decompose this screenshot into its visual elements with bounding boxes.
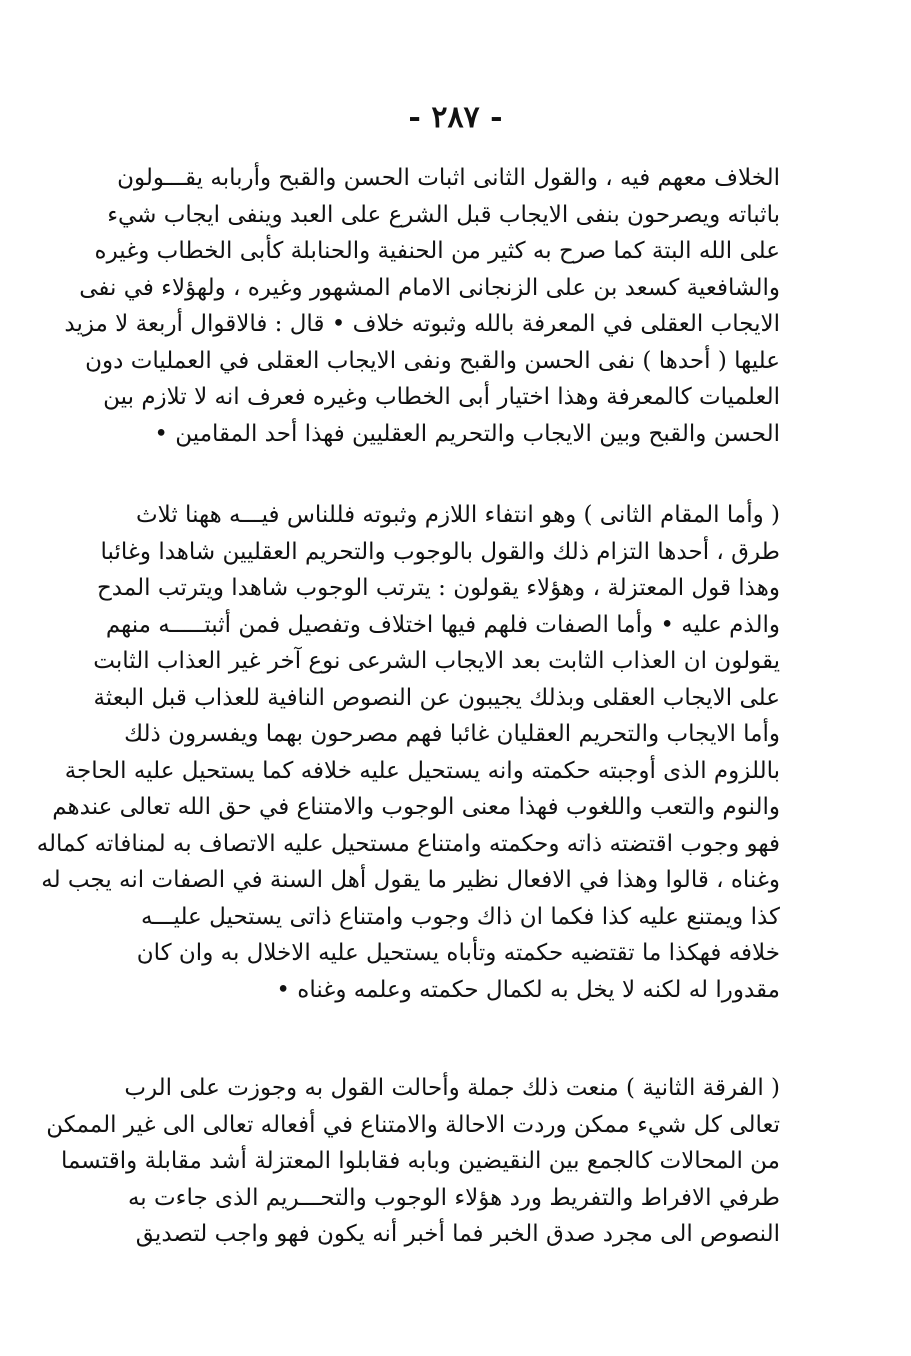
text-line: باثباته ويصرحون بنفى الايجاب قبل الشرع على العبد وينفى ايجاب شيء — [107, 201, 780, 228]
text-line: والنوم والتعب واللغوب فهذا معنى الوجوب والامتناع في حق الله تعالى عندهم — [52, 794, 780, 820]
text-line: وهذا قول المعتزلة ، وهؤلاء يقولون : يترتب الوجوب شاهدا ويترتب المدح — [96, 575, 780, 601]
text-line: الحسن والقبح وبين الايجاب والتحريم العقليين فهذا أحد المقامين • — [154, 420, 780, 447]
text-line: والشافعية كسعد بن على الزنجانى الامام المشهور وغيره ، ولهؤلاء في نفى — [79, 274, 780, 301]
paragraph-2 — [36, 497, 780, 1008]
text-line: باللزوم الذى أوجبته حكمته وانه يستحيل عليه خلافه كما يستحيل عليه الحاجة — [64, 757, 780, 784]
text-line: والذم عليه • وأما الصفات فلهم فيها اختلاف وتفصيل فمن أثبتـــــه منهم — [105, 611, 780, 638]
text-line: خلافه فهكذا ما تقتضيه حكمته وتأباه يستحيل عليه الاخلال به وان كان — [136, 940, 780, 966]
paragraph-1 — [64, 160, 780, 452]
text-line: تعالى كل شيء ممكن وردت الاحالة والامتناع في أفعاله تعالى الى غير الممكن — [46, 1111, 780, 1138]
text-line: العلميات كالمعرفة وهذا اختيار أبى الخطاب وغيره فعرف انه لا تلازم بين — [103, 384, 780, 410]
text-line: ( الفرقة الثانية ) منعت ذلك جملة وأحالت القول به وجوزت على الرب — [124, 1075, 780, 1101]
text-line: يقولون ان العذاب الثابت بعد الايجاب الشرعى نوع آخر غير العذاب الثابت — [93, 648, 780, 674]
page-number: - ٢٨٧ - — [408, 100, 503, 135]
text-line: كذا ويمتنع عليه كذا فكما ان ذاك وجوب وامتناع ذاتى يستحيل عليـــه — [140, 903, 780, 930]
text-line: من المحالات كالجمع بين النقيضين وبابه فقابلوا المعتزلة أشد مقابلة واقتسما — [61, 1148, 780, 1174]
text-line: طرفي الافراط والتفريط ورد هؤلاء الوجوب والتحـــريم الذى جاءت به — [127, 1184, 780, 1211]
paragraph-3 — [46, 1070, 780, 1253]
text-line: ( وأما المقام الثانى ) وهو انتفاء اللازم وثبوته فللناس فيـــه ههنا ثلاث — [135, 502, 780, 528]
text-line: مقدورا له لكنه لا يخل به لكمال حكمته وعلمه وغناه • — [276, 976, 780, 1003]
text-line: على الايجاب العقلى وبذلك يجيبون عن النصوص النافية للعذاب قبل البعثة — [93, 684, 780, 711]
text-line: الايجاب العقلى في المعرفة بالله وثبوته خلاف • قال : فالاقوال أربعة لا مزيد — [64, 311, 780, 337]
text-line: على الله البتة كما صرح به كثير من الحنفية والحنابلة كأبى الخطاب وغيره — [94, 238, 780, 264]
text-line: النصوص الى مجرد صدق الخبر فما أخبر أنه يكون فهو واجب لتصديق — [135, 1221, 780, 1247]
text-line: فهو وجوب اقتضته ذاته وحكمته وامتناع مستحيل عليه الاتصاف به لمنافاته كماله — [36, 830, 780, 857]
text-line: الخلاف معهم فيه ، والقول الثانى اثبات الحسن والقبح وأربابه يقـــولون — [117, 165, 780, 191]
text-line: طرق ، أحدها التزام ذلك والقول بالوجوب والتحريم العقليين شاهدا وغائبا — [100, 538, 780, 565]
text-line: وأما الايجاب والتحريم العقليان غائبا فهم مصرحون بهما ويفسرون ذلك — [124, 721, 780, 747]
text-line: وغناه ، قالوا وهذا في الافعال نظير ما يقول أهل السنة في الصفات انه يجب له — [41, 867, 780, 893]
text-line: عليها ( أحدها ) نفى الحسن والقبح ونفى الايجاب العقلى في العمليات دون — [85, 347, 780, 374]
